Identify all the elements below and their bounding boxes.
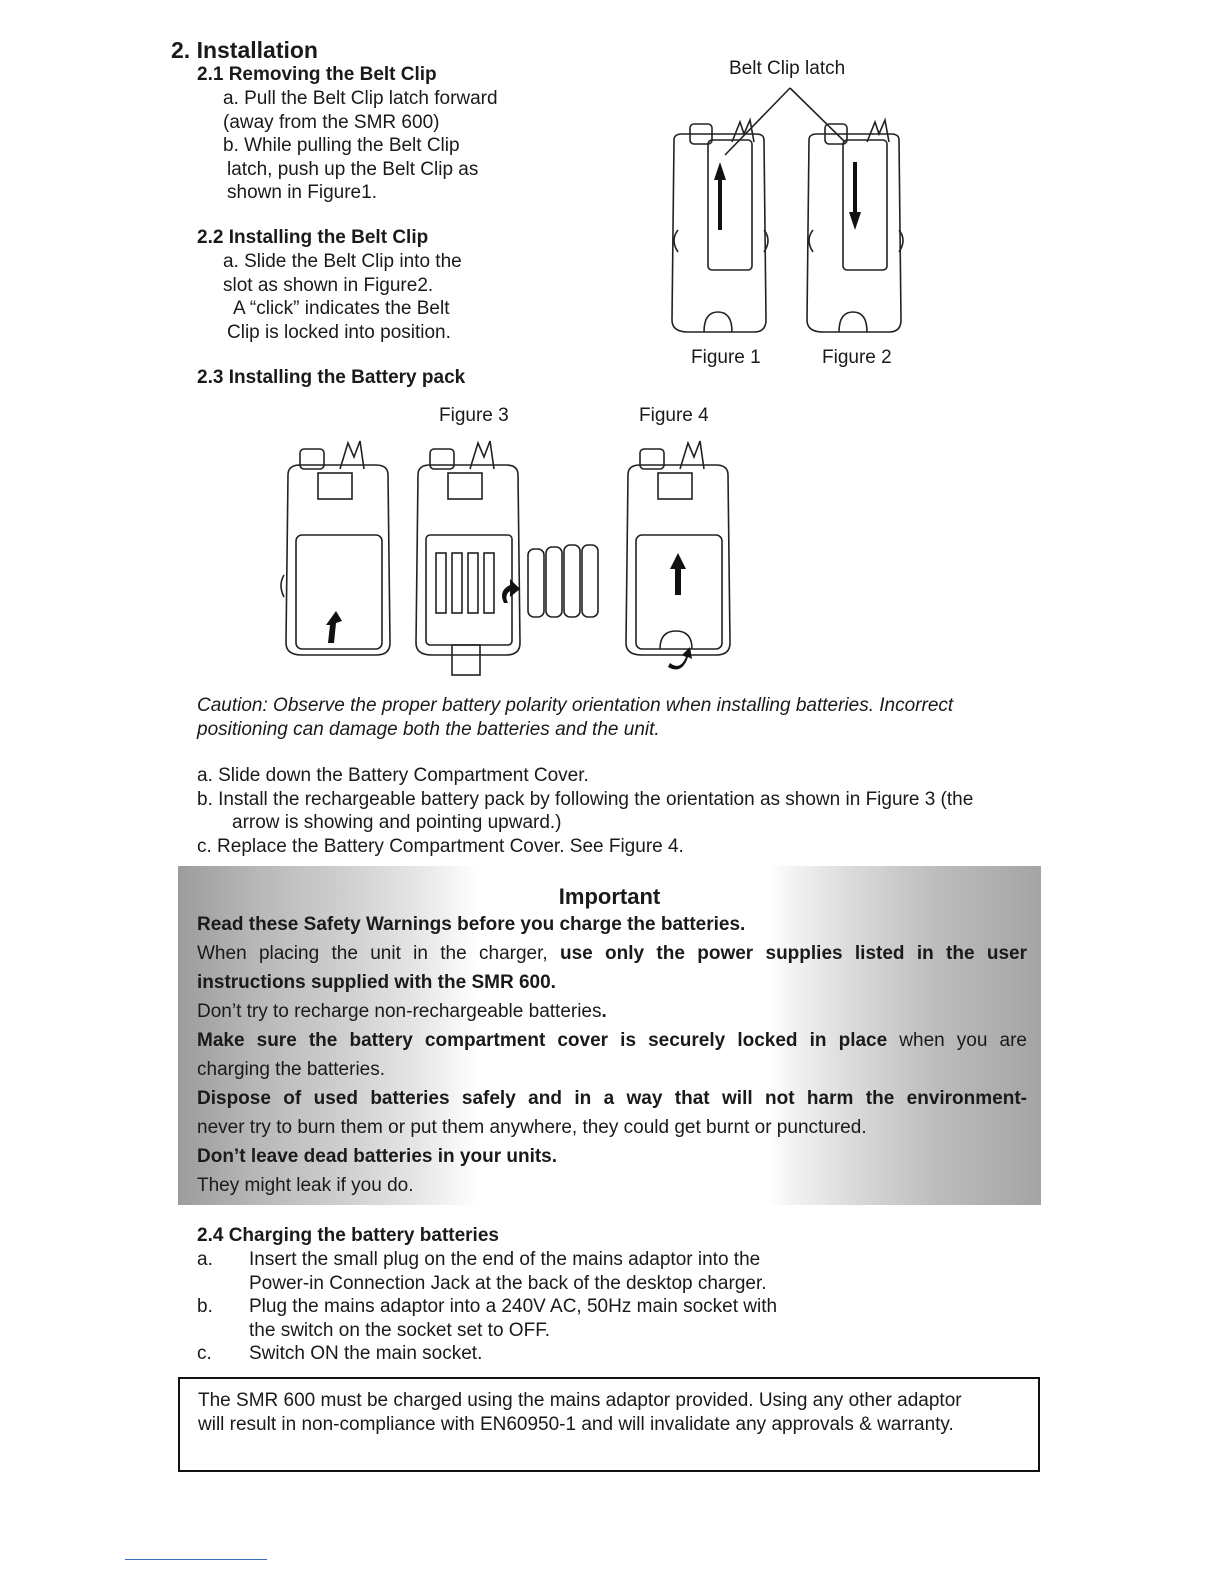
important-line-part: . xyxy=(601,1001,607,1022)
notice-line: The SMR 600 must be charged using the mains adaptor provided. Using any other adaptor xyxy=(198,1390,962,1411)
important-line-part: use only the power supplies listed in the user xyxy=(559,943,1027,964)
s22-line: slot as shown in Figure2. xyxy=(223,274,434,296)
step-line: b. Install the rechargeable battery pack by following the orientation as shown in Figure 3 (the xyxy=(197,788,974,810)
s24-heading: 2.4 Charging the battery batteries xyxy=(197,1225,499,1246)
s24-list xyxy=(197,1248,777,1366)
figure-4-label: Figure 4 xyxy=(639,405,709,426)
important-title: Important xyxy=(558,884,661,909)
battery-steps xyxy=(197,764,973,858)
latch-pointer-line xyxy=(725,88,790,155)
battery-illustration xyxy=(280,435,750,680)
important-line: charging the batteries. xyxy=(197,1059,386,1080)
figure-1-label: Figure 1 xyxy=(691,347,761,368)
s22-text xyxy=(223,250,462,344)
s22-line: Clip is locked into position. xyxy=(227,321,451,343)
s23-heading: 2.3 Installing the Battery pack xyxy=(197,367,466,388)
radio-figure-1 xyxy=(672,120,768,332)
s22-line: a. Slide the Belt Clip into the xyxy=(223,251,462,272)
caution-text xyxy=(197,694,953,741)
section-title: 2. Installation xyxy=(171,37,318,63)
s21-line: (away from the SMR 600) xyxy=(223,111,440,133)
step-line: a. Slide down the Battery Compartment Cover. xyxy=(197,765,589,786)
s24-item-text: Power-in Connection Jack at the back of the desktop charger. xyxy=(249,1272,767,1294)
s24-item-text: Insert the small plug on the end of the mains adaptor into the xyxy=(249,1249,761,1270)
important-line: Dispose of used batteries safely and in a way that will not harm the environment- xyxy=(197,1088,1027,1109)
important-line xyxy=(197,1001,607,1023)
s21-heading: 2.1 Removing the Belt Clip xyxy=(197,64,437,85)
important-line: Don’t leave dead batteries in your units. xyxy=(197,1146,558,1167)
caution-line: positioning can damage both the batteries and the unit. xyxy=(197,718,660,740)
radio-cover-closed xyxy=(281,441,390,655)
radio-cover-replaced xyxy=(626,441,730,669)
compliance-notice xyxy=(178,1377,1040,1472)
important-line-part: Make sure the battery compartment cover is securely locked in place xyxy=(197,1030,888,1051)
s24-item-text: Plug the mains adaptor into a 240V AC, 50Hz main socket with xyxy=(249,1296,778,1317)
s24-item-letter: a. xyxy=(197,1249,213,1270)
figure-3-label: Figure 3 xyxy=(439,405,509,426)
s21-line: latch, push up the Belt Clip as xyxy=(227,158,479,180)
important-line xyxy=(197,943,1027,965)
rotate-arrow-icon xyxy=(326,611,342,643)
s24-item-letter: c. xyxy=(197,1343,212,1364)
important-line: instructions supplied with the SMR 600. xyxy=(197,972,556,993)
belt-clip-latch-label: Belt Clip latch xyxy=(729,58,846,79)
caution-line: Caution: Observe the proper battery polarity orientation when installing batteries. Incorrect xyxy=(197,695,954,716)
important-line-part: when you are xyxy=(887,1030,1027,1051)
s24-item xyxy=(197,1342,777,1366)
s22-line: A “click” indicates the Belt xyxy=(233,298,450,319)
s22-heading: 2.2 Installing the Belt Clip xyxy=(197,227,429,248)
s21-text xyxy=(223,87,498,205)
radio-figure-2 xyxy=(807,120,903,332)
important-line: They might leak if you do. xyxy=(197,1175,414,1196)
s24-item-letter: b. xyxy=(197,1296,213,1317)
step-line: c. Replace the Battery Compartment Cover. See Figure 4. xyxy=(197,835,684,857)
important-line xyxy=(197,1030,1027,1052)
notice-line: will result in non-compliance with EN60950-1 and will invalidate any approvals & warranty. xyxy=(198,1413,954,1435)
loose-batteries xyxy=(528,545,598,617)
radio-cover-open xyxy=(416,441,520,675)
important-line: never try to burn them or put them anywhere, they could get burnt or punctured. xyxy=(197,1117,867,1138)
s24-item-text: Switch ON the main socket. xyxy=(249,1343,483,1364)
footer-rule xyxy=(125,1559,267,1560)
s24-item xyxy=(197,1295,777,1342)
s24-item-text: the switch on the socket set to OFF. xyxy=(249,1319,550,1341)
belt-clip-illustration xyxy=(660,80,930,345)
s21-line: a. Pull the Belt Clip latch forward xyxy=(223,88,498,109)
important-box xyxy=(178,866,1041,1205)
important-line-part: Don’t try to recharge non-rechargeable batteries xyxy=(197,1001,602,1022)
important-line-part: When placing the unit in the charger, xyxy=(197,943,560,964)
figure-2-label: Figure 2 xyxy=(822,347,892,368)
lock-arrow-icon xyxy=(668,647,692,669)
step-line: arrow is showing and pointing upward.) xyxy=(232,812,562,833)
important-line: Read these Safety Warnings before you charge the batteries. xyxy=(197,914,746,935)
s21-line: b. While pulling the Belt Clip xyxy=(223,135,460,156)
s21-line: shown in Figure1. xyxy=(227,182,377,203)
s24-item xyxy=(197,1248,777,1295)
up-arrow-icon xyxy=(670,553,686,595)
insert-arrow-icon xyxy=(502,579,520,603)
